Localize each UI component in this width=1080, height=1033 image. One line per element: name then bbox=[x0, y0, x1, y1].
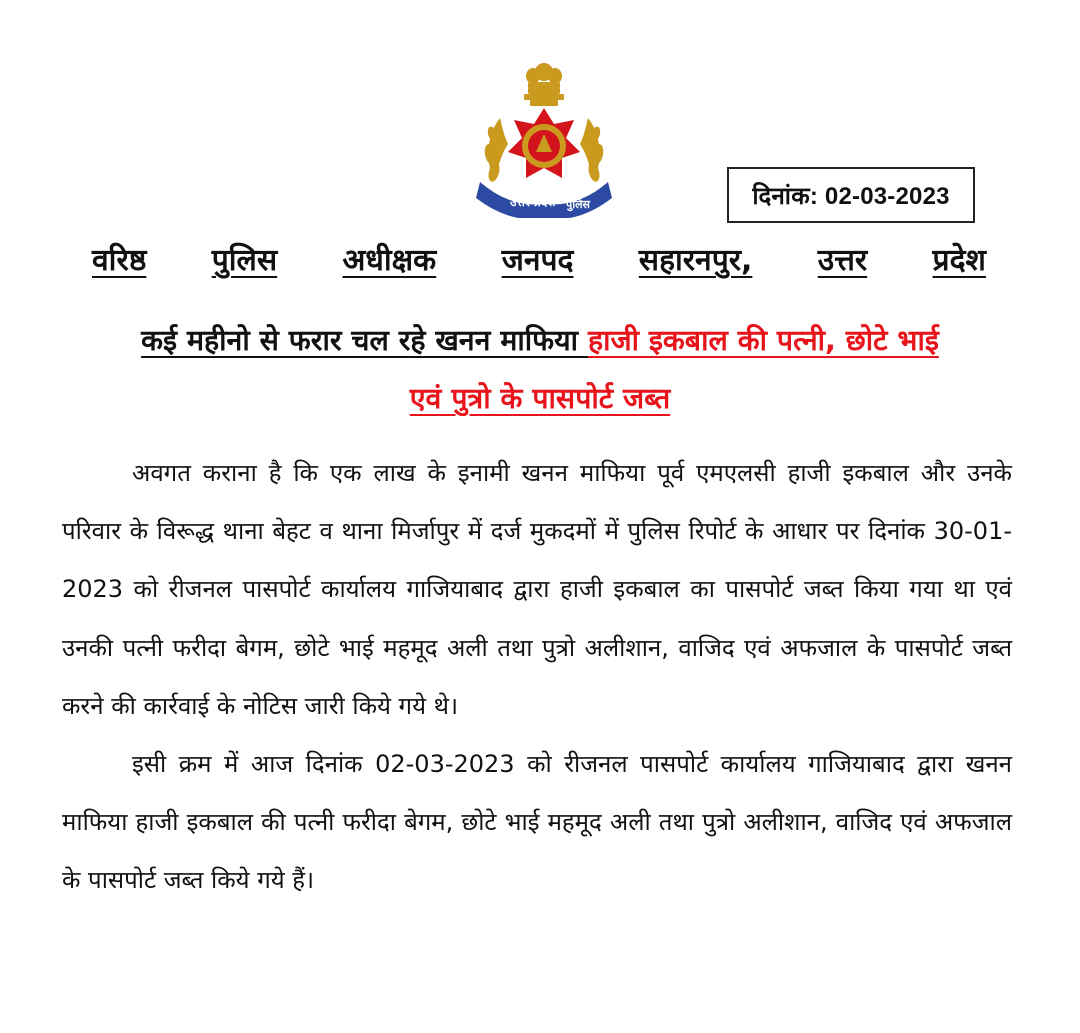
up-police-emblem bbox=[470, 58, 618, 218]
office-title-word: प्रदेश bbox=[932, 243, 986, 278]
paragraph-1: अवगत कराना है कि एक लाख के इनामी खनन माफिया पूर्व एमएलसी हाजी इकबाल और उनके परिवार के विरूद्ध थाना बेहट व थाना मिर्जापुर में दर्ज मुकदमों में पुलिस रिपोर्ट के आधार पर दिनांक 30-01-2023 को रीजनल पासपोर्ट कार्यालय गाजियाबाद द्वारा हाजी इकबाल का पासपोर्ट जब्त किया गया था एवं उनकी पत्नी फरीदा बेगम, छोटे भाई महमूद अली तथा पुत्रो अलीशान, वाजिद एवं अफजाल के पासपोर्ट जब्त करने की कार्रवाई के नोटिस जारी किये गये थे। bbox=[62, 459, 1012, 720]
emblem-bottom-text: पुलिस bbox=[566, 198, 590, 211]
body-text bbox=[62, 444, 1012, 910]
office-title-word: वरिष्ठ bbox=[92, 243, 147, 278]
lion-capital-icon bbox=[524, 63, 564, 106]
emblem-top-text: उत्तर प्रदेश bbox=[510, 195, 556, 209]
office-title bbox=[92, 238, 986, 284]
ribbon-icon bbox=[476, 182, 612, 218]
paragraph-2: इसी क्रम में आज दिनांक 02-03-2023 को रीजनल पासपोर्ट कार्यालय गाजियाबाद द्वारा खनन माफिया हाजी इकबाल की पत्नी फरीदा बेगम, छोटे भाई महमूद अली तथा पुत्रो अलीशान, वाजिद एवं अफजाल के पासपोर्ट जब्त किये गये हैं। bbox=[62, 750, 1012, 895]
date-box bbox=[727, 167, 975, 223]
star-badge-icon bbox=[508, 108, 580, 178]
office-title-word: उत्तर bbox=[817, 243, 868, 278]
headline-red-part-line1: हाजी इकबाल की पत्नी, छोटे भाई bbox=[587, 324, 939, 357]
headline-red-part-line2: एवं पुत्रो के पासपोर्ट जब्त bbox=[409, 382, 671, 415]
headline-black-part: कई महीनो से फरार चल रहे खनन माफिया bbox=[141, 324, 588, 357]
office-title-word: जनपद bbox=[501, 243, 574, 278]
office-title-word: अधीक्षक bbox=[342, 243, 437, 278]
headline bbox=[60, 312, 1020, 428]
date-label: दिनांक: 02-03-2023 bbox=[752, 182, 950, 210]
office-title-word: सहारनपुर, bbox=[638, 243, 753, 278]
office-title-word: पुलिस bbox=[211, 243, 278, 278]
